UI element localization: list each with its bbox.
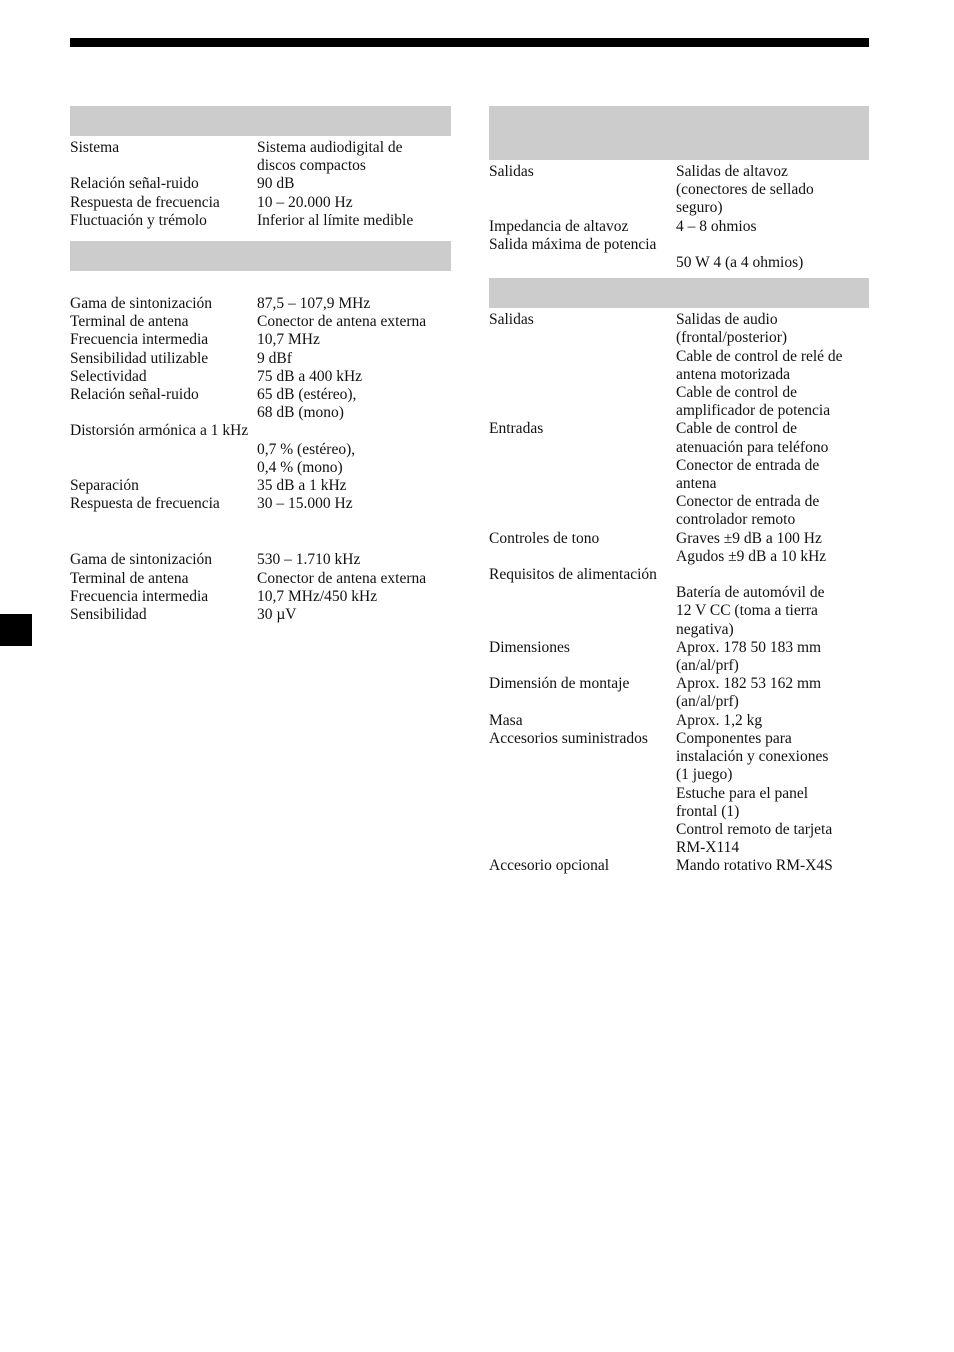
spec-value: Mando rotativo RM-X4S — [676, 857, 833, 875]
right-column — [489, 106, 869, 876]
fm-spec-list — [70, 295, 451, 422]
spec-label: Impedancia de altavoz — [489, 217, 629, 235]
spec-label: Entradas — [489, 420, 544, 438]
spec-label: Relación señal-ruido — [70, 175, 199, 193]
spec-value: antena motorizada — [676, 365, 791, 383]
spec-row — [489, 675, 869, 711]
spec-value-group — [676, 675, 869, 711]
spec-value: (frontal/posterior) — [676, 329, 788, 347]
spec-label: Respuesta de frecuencia — [70, 193, 220, 211]
spec-label: Terminal de antena — [70, 569, 189, 587]
spec-value: Conector de entrada de — [676, 493, 820, 511]
spec-label: Distorsión armónica a 1 kHz — [70, 422, 249, 440]
spec-value-group — [676, 730, 869, 857]
spec-value-group — [257, 175, 451, 193]
spec-value-group — [257, 212, 451, 230]
spec-value: frontal (1) — [676, 802, 740, 820]
spec-label: Frecuencia intermedia — [70, 587, 209, 605]
spec-value-group — [257, 588, 451, 606]
spec-value-group — [257, 313, 451, 331]
spec-row — [489, 254, 869, 272]
spec-value: Salidas de altavoz — [676, 163, 788, 180]
spec-value: Conector de entrada de — [676, 456, 820, 474]
spec-label: Selectividad — [70, 367, 147, 385]
spec-value: controlador remoto — [676, 511, 796, 529]
spec-value: (1 juego) — [676, 766, 733, 784]
spec-row — [70, 368, 451, 386]
spec-value-group — [257, 570, 451, 588]
spec-value: 4 – 8 ohmios — [676, 217, 757, 235]
spec-label: Masa — [489, 711, 523, 729]
spec-row — [489, 163, 869, 218]
spec-row — [489, 857, 869, 875]
spec-value-group — [676, 163, 869, 218]
spec-value: 12 V CC (toma a tierra — [676, 602, 818, 620]
spec-value: Control remoto de tarjeta — [676, 820, 833, 838]
spec-value: 50 W 4 (a 4 ohmios) — [676, 254, 804, 272]
spec-value: Graves ±9 dB a 100 Hz — [676, 529, 822, 547]
spec-value: Salidas de audio — [676, 311, 778, 329]
cd-section-header — [70, 106, 451, 136]
spec-row — [70, 495, 451, 513]
spec-value: Aprox. 1,2 kg — [676, 711, 763, 729]
spec-row — [489, 311, 869, 420]
spec-label: Sensibilidad — [70, 606, 147, 624]
spec-row — [70, 350, 451, 368]
spec-label: Respuesta de frecuencia — [70, 495, 220, 513]
spec-value-group — [676, 530, 869, 566]
spec-label: Gama de sintonización — [70, 551, 213, 569]
spec-value: 90 dB — [257, 175, 295, 193]
spec-value-group — [257, 386, 451, 422]
spec-label: Requisitos de alimentación — [489, 566, 657, 584]
spec-value-group — [257, 606, 451, 624]
spec-value: Inferior al límite medible — [257, 211, 414, 229]
spec-value: Aprox. 182 53 162 mm — [676, 675, 822, 693]
spec-value-group — [676, 218, 869, 236]
cd-spec-list — [70, 139, 451, 230]
spec-value: 65 dB (estéreo), — [257, 386, 357, 404]
spec-value: 10,7 MHz/450 kHz — [257, 587, 378, 605]
spec-value-group — [676, 420, 869, 529]
spec-value: Aprox. 178 50 183 mm — [676, 638, 822, 656]
spec-value: 87,5 – 107,9 MHz — [257, 295, 371, 313]
page-side-tab — [0, 614, 32, 646]
spec-row — [70, 477, 451, 495]
amp-section-header — [489, 106, 869, 160]
spec-value: instalación y conexiones — [676, 748, 829, 766]
spec-value: Batería de automóvil de — [676, 584, 825, 602]
spec-value: 9 dBf — [257, 349, 292, 367]
left-column — [70, 106, 451, 624]
spec-value-group — [257, 295, 451, 313]
spec-row — [489, 639, 869, 675]
top-rule — [70, 38, 869, 47]
spec-row — [70, 588, 451, 606]
spec-value-group — [257, 194, 451, 212]
spec-value: negativa) — [676, 620, 734, 638]
general-section-header — [489, 278, 869, 308]
spec-label: Controles de tono — [489, 529, 600, 547]
spec-row — [70, 175, 451, 193]
spec-label: Dimensión de montaje — [489, 675, 630, 693]
spec-row — [70, 194, 451, 212]
spec-value: Sistema audiodigital de — [257, 139, 403, 156]
spec-row — [70, 551, 451, 569]
spec-value: Cable de control de — [676, 384, 797, 402]
spec-value: 75 dB a 400 kHz — [257, 367, 363, 385]
spec-value: amplificador de potencia — [676, 402, 831, 420]
spec-row — [489, 584, 869, 639]
spec-value: (an/al/prf) — [676, 693, 739, 711]
spec-label: Sensibilidad utilizable — [70, 349, 209, 367]
spec-value: Cable de control de relé de — [676, 347, 843, 365]
spec-value-group — [257, 551, 451, 569]
am-spec-list — [70, 551, 451, 624]
tuner-section-header — [70, 241, 451, 271]
spec-label: Gama de sintonización — [70, 295, 213, 313]
spec-row — [70, 441, 451, 477]
spec-value-group — [676, 311, 869, 420]
spec-value: Estuche para el panel — [676, 784, 809, 802]
spec-value: discos compactos — [257, 157, 366, 175]
spec-value: 68 dB (mono) — [257, 404, 344, 422]
general-spec-list — [489, 639, 869, 876]
spec-label: Salidas — [489, 311, 534, 329]
spec-value: Conector de antena externa — [257, 569, 427, 587]
amp-spec-list — [489, 163, 869, 236]
spec-label: Frecuencia intermedia — [70, 331, 209, 349]
spec-value: (conectores de sellado — [676, 181, 814, 199]
spec-value: 30 – 15.000 Hz — [257, 495, 353, 513]
spec-row — [70, 606, 451, 624]
spec-value: 530 – 1.710 kHz — [257, 551, 361, 569]
spec-label: Accesorio opcional — [489, 857, 610, 875]
spec-value-group — [257, 139, 451, 175]
fm-spec-list — [70, 477, 451, 513]
spec-value: 0,4 % (mono) — [257, 458, 343, 476]
spec-value: RM-X114 — [676, 839, 740, 857]
spec-row — [70, 139, 451, 175]
spec-value: Componentes para — [676, 729, 792, 747]
spec-label: Salidas — [489, 163, 534, 180]
spec-value-group — [257, 331, 451, 349]
spec-row — [70, 295, 451, 313]
spec-value: 10 – 20.000 Hz — [257, 193, 353, 211]
spec-value-group — [257, 495, 451, 513]
spec-value: (an/al/prf) — [676, 657, 739, 675]
spec-row — [489, 730, 869, 857]
spec-row — [70, 331, 451, 349]
spec-value-group — [676, 712, 869, 730]
spec-label: Salida máxima de potencia — [489, 235, 657, 253]
spec-value: Agudos ±9 dB a 10 kHz — [676, 547, 827, 565]
spec-value-group — [676, 857, 869, 875]
spec-row — [70, 313, 451, 331]
spec-value: 35 dB a 1 kHz — [257, 477, 347, 495]
spec-label: Separación — [70, 477, 139, 495]
spec-value: antena — [676, 475, 717, 493]
spec-label: Dimensiones — [489, 638, 570, 656]
spec-value-group — [257, 477, 451, 495]
spec-value: 30 µV — [257, 606, 297, 624]
spec-row — [70, 212, 451, 230]
spec-value: Conector de antena externa — [257, 313, 427, 331]
spec-label: Accesorios suministrados — [489, 729, 648, 747]
spec-row — [489, 218, 869, 236]
spec-row — [489, 712, 869, 730]
spec-row — [489, 530, 869, 566]
spec-value: 10,7 MHz — [257, 331, 320, 349]
spec-row — [70, 570, 451, 588]
spec-label: Sistema — [70, 139, 120, 156]
spec-row — [489, 420, 869, 529]
spec-value: Cable de control de — [676, 420, 797, 438]
spec-value: 0,7 % (estéreo), — [257, 440, 356, 458]
spec-label: Fluctuación y trémolo — [70, 211, 207, 229]
spec-label: Relación señal-ruido — [70, 386, 199, 404]
spec-row — [70, 386, 451, 422]
spec-value: seguro) — [676, 199, 723, 217]
spec-value: atenuación para teléfono — [676, 438, 829, 456]
general-spec-list — [489, 311, 869, 566]
spec-value-group — [257, 350, 451, 368]
spec-value-group — [257, 368, 451, 386]
spec-label: Terminal de antena — [70, 313, 189, 331]
spec-value-group — [676, 639, 869, 675]
